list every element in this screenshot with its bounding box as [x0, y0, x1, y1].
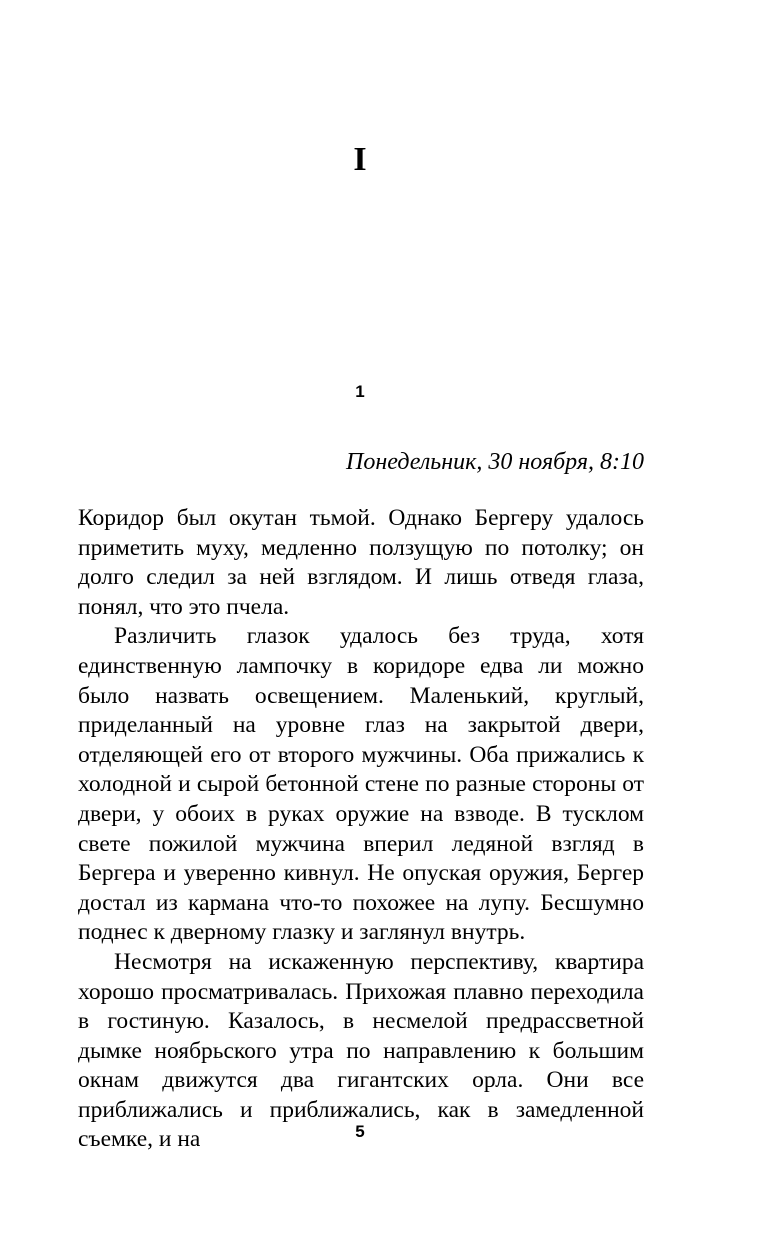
paragraph-1: Коридор был окутан тьмой. Однако Бергеру удалось приметить муху, медленно ползущую по потолку; он долго следил за ней взглядом. И лишь отведя глаза, понял, что это пчела.: [78, 505, 644, 620]
chapter-number: 1: [355, 382, 365, 401]
page-number: 5: [355, 1122, 365, 1141]
dateline: Понедельник, 30 ноября, 8:10: [346, 449, 644, 475]
paragraph-2: Различить глазок удалось без труда, хотя единственную лампочку в коридоре едва ли можно было назвать освещением. Маленький, круглый, приделанный на уровне глаз на закрытой двери, отделяющей его от второго мужчины. Оба прижались к холодной и сырой бетонной стене по разные стороны от двери, у обоих в руках оружие на взводе. В тусклом свете пожилой мужчина вперил ледяной взгляд в Бергера и уверенно кивнул. Не опуская оружия, Бергер достал из кармана что-то похожее на лупу. Бесшумно поднес к дверному глазку и заглянул внутрь.: [78, 623, 644, 946]
paragraph-3: Несмотря на искаженную перспективу, квартира хорошо просматривалась. Прихожая плавно переходила в гостиную. Казалось, в несмелой предрассветной дымке ноябрьского утра по направлению к большим окнам движутся два гигантских орла. Они все приближались и приближались, как в замедленной съемке, и на: [78, 948, 644, 1153]
part-numeral: I: [353, 141, 367, 178]
body-text: [78, 504, 644, 1155]
